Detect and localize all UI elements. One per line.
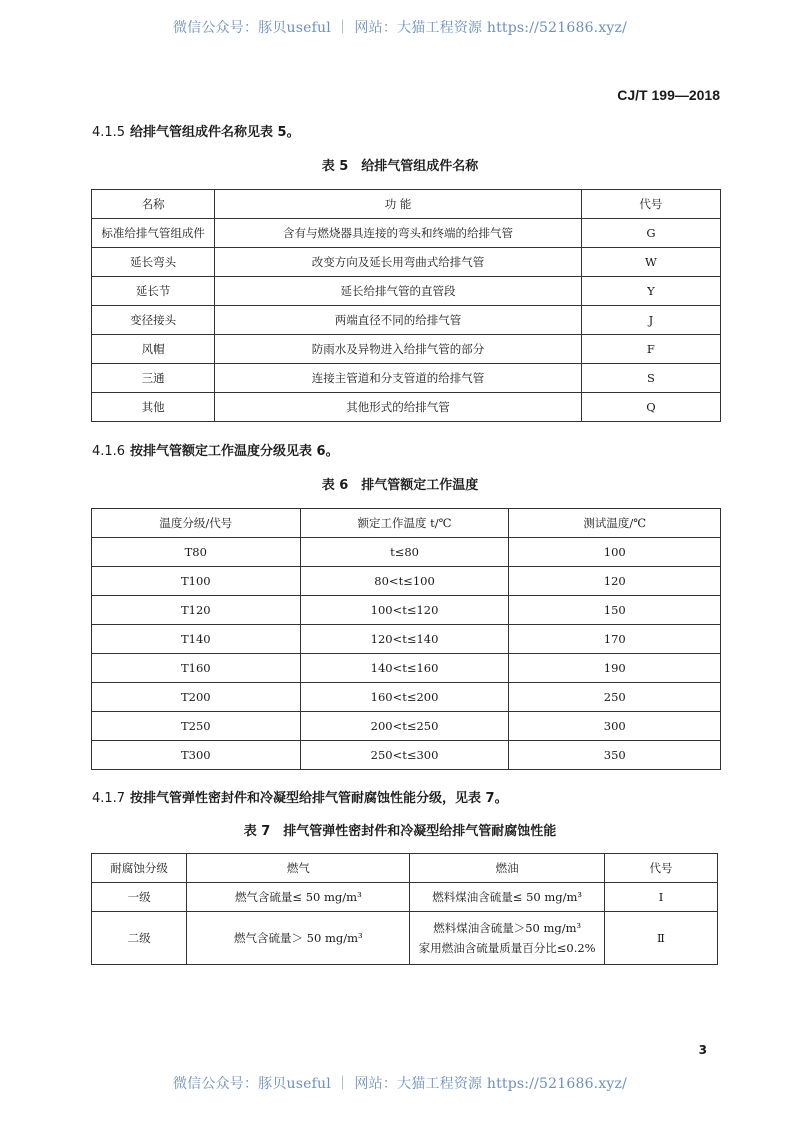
- test-temp-cell: 350: [509, 741, 721, 770]
- grade-cell: T200: [92, 683, 301, 712]
- rated-temp-cell: 80<t≤100: [300, 567, 509, 596]
- table-row: [92, 567, 721, 596]
- function-cell: 连接主管道和分支管道的给排气管: [215, 364, 582, 393]
- table7: [91, 853, 718, 965]
- test-temp-cell: 190: [509, 654, 721, 683]
- watermark-bottom: 微信公众号：豚贝useful ｜ 网站：大猫工程资源 https://521686.xyz/: [172, 1076, 628, 1092]
- table-row: [92, 741, 721, 770]
- table-row: [92, 883, 718, 912]
- header-cell: 代号: [604, 854, 717, 883]
- function-cell: 其他形式的给排气管: [215, 393, 582, 422]
- table-header-row: [92, 854, 718, 883]
- grade-cell: T100: [92, 567, 301, 596]
- grade-cell: 二级: [92, 912, 187, 965]
- code-cell: Y: [581, 277, 720, 306]
- table-header-row: [92, 509, 721, 538]
- page-number: 3: [698, 1043, 707, 1057]
- table6-title: 表 6 排气管额定工作温度: [321, 478, 479, 493]
- grade-cell: T80: [92, 538, 301, 567]
- header-cell: 温度分级/代号: [92, 509, 301, 538]
- test-temp-cell: 170: [509, 625, 721, 654]
- code-cell: Ⅱ: [604, 912, 717, 965]
- clause-text: 按排气管弹性密封件和冷凝型给排气管耐腐蚀性能分级，见表 7。: [130, 791, 508, 806]
- grade-cell: T300: [92, 741, 301, 770]
- name-cell: 风帽: [92, 335, 215, 364]
- table5-title: 表 5 给排气管组成件名称: [321, 159, 479, 174]
- table-row: [92, 683, 721, 712]
- table-row: [92, 912, 718, 965]
- function-cell: 延长给排气管的直管段: [215, 277, 582, 306]
- test-temp-cell: 120: [509, 567, 721, 596]
- test-temp-cell: 150: [509, 596, 721, 625]
- clause-4-1-5: [92, 121, 300, 140]
- table-row: [92, 335, 721, 364]
- table-row: [92, 538, 721, 567]
- name-cell: 延长弯头: [92, 248, 215, 277]
- function-cell: 两端直径不同的给排气管: [215, 306, 582, 335]
- oil-line: 燃料煤油含硫量≤ 50 mg/m³: [432, 890, 583, 904]
- header-cell: 耐腐蚀分级: [92, 854, 187, 883]
- grade-cell: T160: [92, 654, 301, 683]
- code-cell: J: [581, 306, 720, 335]
- header-cell: 额定工作温度 t/℃: [300, 509, 509, 538]
- table-row: [92, 654, 721, 683]
- grade-cell: T120: [92, 596, 301, 625]
- code-cell: Q: [581, 393, 720, 422]
- header-cell: 名称: [92, 190, 215, 219]
- header-cell: 测试温度/℃: [509, 509, 721, 538]
- clause-text: 按排气管额定工作温度分级见表 6。: [130, 444, 339, 459]
- header-cell: 代号: [581, 190, 720, 219]
- test-temp-cell: 300: [509, 712, 721, 741]
- watermark-top: 微信公众号：豚贝useful ｜ 网站：大猫工程资源 https://521686.xyz/: [172, 20, 628, 36]
- code-cell: S: [581, 364, 720, 393]
- header-cell: 燃气: [187, 854, 410, 883]
- name-cell: 标准给排气管组成件: [92, 219, 215, 248]
- header-cell: 功 能: [215, 190, 582, 219]
- oil-cell: [410, 912, 605, 965]
- test-temp-cell: 100: [509, 538, 721, 567]
- function-cell: 含有与燃烧器具连接的弯头和终端的给排气管: [215, 219, 582, 248]
- oil-line: 家用燃油含硫量质量百分比≤0.2%: [418, 941, 596, 955]
- table-row: [92, 277, 721, 306]
- clause-number: 4.1.5: [92, 125, 126, 140]
- function-cell: 改变方向及延长用弯曲式给排气管: [215, 248, 582, 277]
- table5: [91, 189, 721, 422]
- rated-temp-cell: 140<t≤160: [300, 654, 509, 683]
- table-row: [92, 625, 721, 654]
- table-row: [92, 364, 721, 393]
- gas-cell: 燃气含硫量≤ 50 mg/m³: [187, 883, 410, 912]
- code-cell: F: [581, 335, 720, 364]
- table-row: [92, 219, 721, 248]
- grade-cell: T250: [92, 712, 301, 741]
- oil-cell: [410, 883, 605, 912]
- rated-temp-cell: 250<t≤300: [300, 741, 509, 770]
- code-cell: Ⅰ: [604, 883, 717, 912]
- rated-temp-cell: 100<t≤120: [300, 596, 509, 625]
- name-cell: 变径接头: [92, 306, 215, 335]
- header-cell: 燃油: [410, 854, 605, 883]
- rated-temp-cell: 200<t≤250: [300, 712, 509, 741]
- rated-temp-cell: 160<t≤200: [300, 683, 509, 712]
- table-row: [92, 306, 721, 335]
- grade-cell: 一级: [92, 883, 187, 912]
- clause-number: 4.1.7: [92, 791, 126, 806]
- function-cell: 防雨水及异物进入给排气管的部分: [215, 335, 582, 364]
- name-cell: 延长节: [92, 277, 215, 306]
- table6: [91, 508, 721, 770]
- test-temp-cell: 250: [509, 683, 721, 712]
- oil-line: 燃料煤油含硫量＞50 mg/m³: [433, 921, 582, 935]
- rated-temp-cell: 120<t≤140: [300, 625, 509, 654]
- table-row: [92, 596, 721, 625]
- table7-title: 表 7 排气管弹性密封件和冷凝型给排气管耐腐蚀性能: [243, 824, 557, 839]
- table-header-row: [92, 190, 721, 219]
- name-cell: 其他: [92, 393, 215, 422]
- table-row: [92, 393, 721, 422]
- table-row: [92, 248, 721, 277]
- gas-cell: 燃气含硫量＞ 50 mg/m³: [187, 912, 410, 965]
- rated-temp-cell: t≤80: [300, 538, 509, 567]
- standard-code: CJ/T 199—2018: [617, 87, 720, 103]
- clause-4-1-7: [92, 787, 508, 806]
- code-cell: W: [581, 248, 720, 277]
- table-row: [92, 712, 721, 741]
- clause-number: 4.1.6: [92, 444, 126, 459]
- clause-4-1-6: [92, 440, 339, 459]
- name-cell: 三通: [92, 364, 215, 393]
- clause-text: 给排气管组成件名称见表 5。: [130, 125, 300, 140]
- grade-cell: T140: [92, 625, 301, 654]
- code-cell: G: [581, 219, 720, 248]
